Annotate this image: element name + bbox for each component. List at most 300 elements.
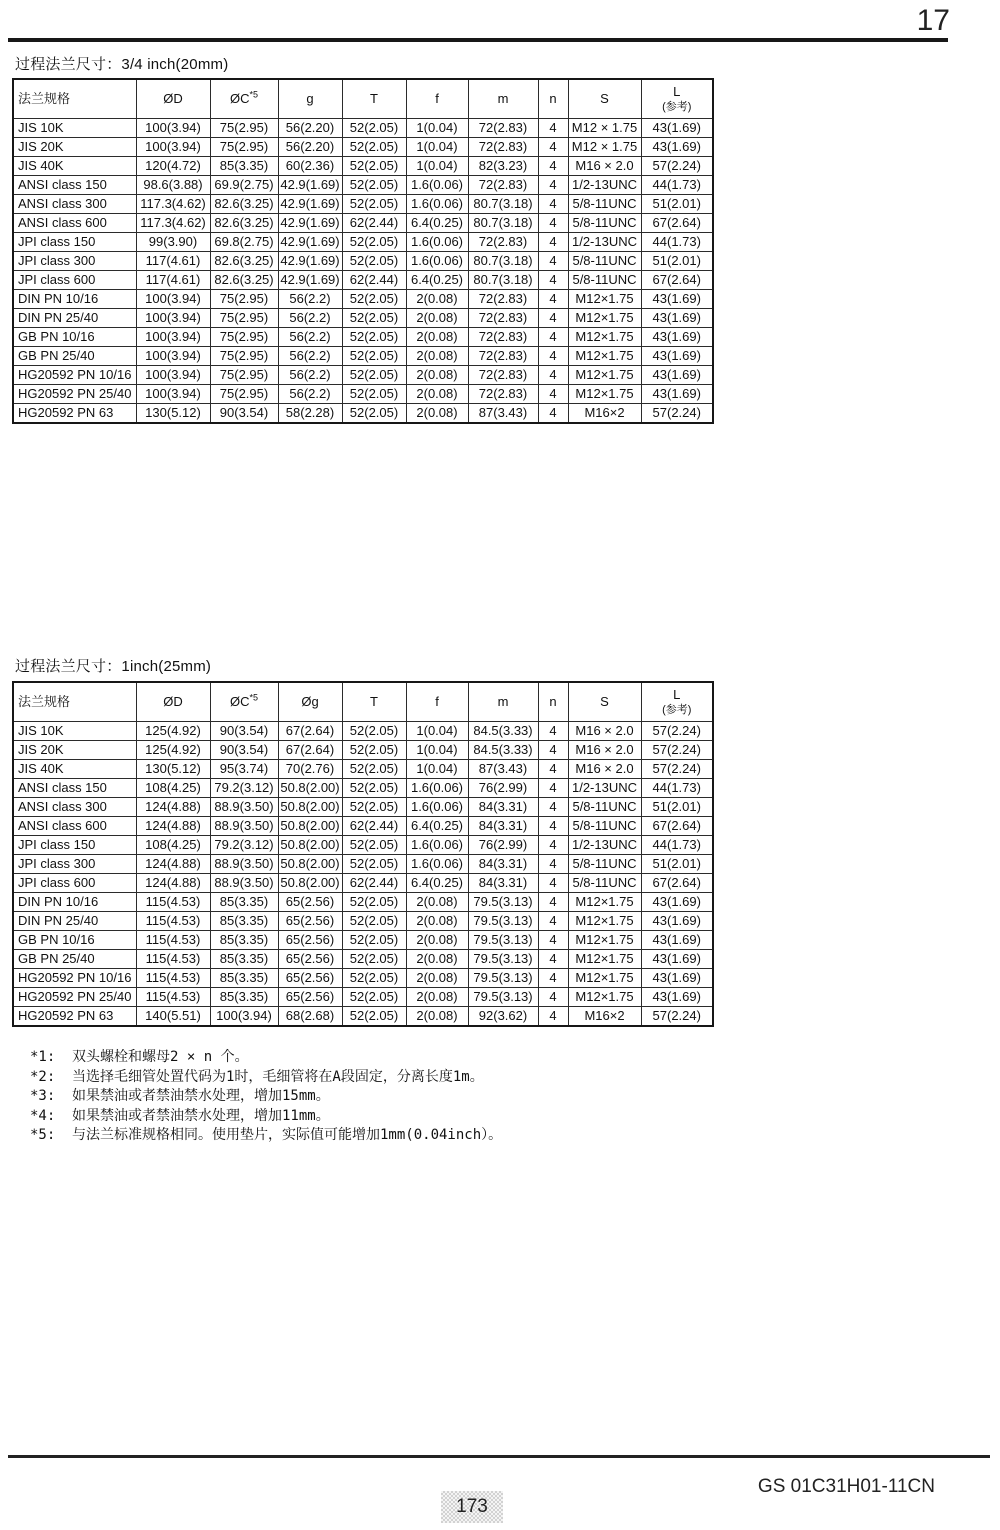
value-cell: 4 (538, 290, 568, 309)
value-cell: M16 × 2.0 (568, 741, 641, 760)
value-cell: 125(4.92) (136, 741, 210, 760)
footnote-item (30, 1087, 502, 1107)
value-cell: 52(2.05) (342, 328, 406, 347)
value-cell: 52(2.05) (342, 893, 406, 912)
value-cell: 124(4.88) (136, 798, 210, 817)
table-row (13, 988, 713, 1007)
table-row (13, 309, 713, 328)
value-cell: 87(3.43) (468, 404, 538, 424)
value-cell: 43(1.69) (641, 385, 713, 404)
footnote-label: *5: (30, 1127, 56, 1143)
value-cell: 5/8-11UNC (568, 252, 641, 271)
value-cell: 72(2.83) (468, 328, 538, 347)
col-header-od: ØD (136, 79, 210, 119)
value-cell: 79.2(3.12) (210, 836, 278, 855)
value-cell: 80.7(3.18) (468, 214, 538, 233)
value-cell: 1.6(0.06) (406, 233, 468, 252)
table-row (13, 347, 713, 366)
value-cell: 108(4.25) (136, 779, 210, 798)
value-cell: 100(3.94) (136, 385, 210, 404)
value-cell: 75(2.95) (210, 309, 278, 328)
value-cell: 65(2.56) (278, 912, 342, 931)
col-header-s: S (568, 79, 641, 119)
value-cell: M12×1.75 (568, 385, 641, 404)
table-row (13, 874, 713, 893)
value-cell: 80.7(3.18) (468, 252, 538, 271)
value-cell: 52(2.05) (342, 195, 406, 214)
value-cell: 90(3.54) (210, 722, 278, 741)
value-cell: 52(2.05) (342, 760, 406, 779)
table-row (13, 138, 713, 157)
value-cell: 4 (538, 138, 568, 157)
table-row (13, 404, 713, 424)
col-header-m: m (468, 682, 538, 722)
value-cell: 56(2.2) (278, 328, 342, 347)
value-cell: 117.3(4.62) (136, 195, 210, 214)
flange-spec-cell: GB PN 10/16 (13, 328, 136, 347)
value-cell: 100(3.94) (210, 1007, 278, 1027)
footnote-label: *1: (30, 1049, 56, 1065)
value-cell: 1.6(0.06) (406, 798, 468, 817)
value-cell: 1.6(0.06) (406, 195, 468, 214)
table-row (13, 798, 713, 817)
col-header-g: Øg (278, 682, 342, 722)
flange-spec-cell: HG20592 PN 63 (13, 404, 136, 424)
value-cell: 4 (538, 157, 568, 176)
value-cell: 56(2.2) (278, 347, 342, 366)
value-cell: M16×2 (568, 404, 641, 424)
value-cell: 42.9(1.69) (278, 176, 342, 195)
value-cell: 57(2.24) (641, 1007, 713, 1027)
value-cell: 6.4(0.25) (406, 874, 468, 893)
value-cell: 62(2.44) (342, 874, 406, 893)
value-cell: 52(2.05) (342, 157, 406, 176)
value-cell: M12×1.75 (568, 328, 641, 347)
flange-table-3-4-inch (12, 78, 714, 424)
value-cell: 4 (538, 119, 568, 138)
value-cell: 84(3.31) (468, 855, 538, 874)
value-cell: 4 (538, 366, 568, 385)
value-cell: 1.6(0.06) (406, 176, 468, 195)
value-cell: 43(1.69) (641, 969, 713, 988)
value-cell: 2(0.08) (406, 347, 468, 366)
value-cell: 52(2.05) (342, 252, 406, 271)
value-cell: 52(2.05) (342, 779, 406, 798)
value-cell: 42.9(1.69) (278, 214, 342, 233)
table-row (13, 779, 713, 798)
value-cell: 140(5.51) (136, 1007, 210, 1027)
value-cell: 79.2(3.12) (210, 779, 278, 798)
flange-spec-cell: JPI class 600 (13, 271, 136, 290)
value-cell: 4 (538, 385, 568, 404)
value-cell: M12 × 1.75 (568, 119, 641, 138)
flange-spec-cell: JIS 40K (13, 157, 136, 176)
value-cell: 4 (538, 893, 568, 912)
value-cell: 85(3.35) (210, 950, 278, 969)
value-cell: 100(3.94) (136, 366, 210, 385)
value-cell: 1/2-13UNC (568, 176, 641, 195)
value-cell: 6.4(0.25) (406, 271, 468, 290)
value-cell: 80.7(3.18) (468, 271, 538, 290)
table-row (13, 722, 713, 741)
value-cell: 1(0.04) (406, 722, 468, 741)
bottom-page-number: 173 (441, 1491, 503, 1523)
table-row (13, 290, 713, 309)
value-cell: 90(3.54) (210, 741, 278, 760)
table2-header-row (13, 682, 713, 722)
flange-spec-cell: JIS 10K (13, 722, 136, 741)
value-cell: 67(2.64) (641, 214, 713, 233)
value-cell: 65(2.56) (278, 950, 342, 969)
value-cell: 43(1.69) (641, 328, 713, 347)
value-cell: 51(2.01) (641, 798, 713, 817)
value-cell: 52(2.05) (342, 119, 406, 138)
value-cell: 99(3.90) (136, 233, 210, 252)
value-cell: 67(2.64) (641, 874, 713, 893)
flange-spec-cell: DIN PN 25/40 (13, 309, 136, 328)
value-cell: M12×1.75 (568, 290, 641, 309)
value-cell: 4 (538, 912, 568, 931)
footnote-item (30, 1048, 502, 1068)
value-cell: 67(2.64) (641, 817, 713, 836)
value-cell: 52(2.05) (342, 969, 406, 988)
value-cell: 72(2.83) (468, 366, 538, 385)
value-cell: 1.6(0.06) (406, 836, 468, 855)
value-cell: 1.6(0.06) (406, 855, 468, 874)
value-cell: 85(3.35) (210, 969, 278, 988)
value-cell: 42.9(1.69) (278, 233, 342, 252)
value-cell: 115(4.53) (136, 912, 210, 931)
value-cell: M12×1.75 (568, 366, 641, 385)
flange-spec-cell: ANSI class 600 (13, 817, 136, 836)
flange-spec-cell: GB PN 25/40 (13, 347, 136, 366)
value-cell: 82(3.23) (468, 157, 538, 176)
value-cell: 85(3.35) (210, 157, 278, 176)
value-cell: 52(2.05) (342, 722, 406, 741)
flange-spec-cell: GB PN 10/16 (13, 931, 136, 950)
value-cell: 100(3.94) (136, 328, 210, 347)
value-cell: 2(0.08) (406, 893, 468, 912)
value-cell: 4 (538, 931, 568, 950)
table-row (13, 893, 713, 912)
value-cell: 4 (538, 271, 568, 290)
value-cell: 2(0.08) (406, 931, 468, 950)
value-cell: 72(2.83) (468, 176, 538, 195)
value-cell: 76(2.99) (468, 836, 538, 855)
value-cell: 82.6(3.25) (210, 271, 278, 290)
value-cell: 1/2-13UNC (568, 233, 641, 252)
value-cell: 85(3.35) (210, 912, 278, 931)
value-cell: 4 (538, 214, 568, 233)
table-row (13, 817, 713, 836)
value-cell: 75(2.95) (210, 290, 278, 309)
value-cell: 75(2.95) (210, 328, 278, 347)
col-header-f: f (406, 79, 468, 119)
value-cell: 43(1.69) (641, 290, 713, 309)
value-cell: 1.6(0.06) (406, 252, 468, 271)
value-cell: 57(2.24) (641, 741, 713, 760)
value-cell: 52(2.05) (342, 836, 406, 855)
value-cell: 4 (538, 836, 568, 855)
value-cell: 1/2-13UNC (568, 836, 641, 855)
flange-spec-cell: JIS 10K (13, 119, 136, 138)
footnote-item (30, 1107, 502, 1127)
value-cell: 82.6(3.25) (210, 214, 278, 233)
value-cell: 56(2.2) (278, 385, 342, 404)
value-cell: 1(0.04) (406, 119, 468, 138)
value-cell: 100(3.94) (136, 290, 210, 309)
flange-spec-cell: JPI class 600 (13, 874, 136, 893)
flange-spec-cell: ANSI class 150 (13, 176, 136, 195)
value-cell: 115(4.53) (136, 931, 210, 950)
table-row (13, 195, 713, 214)
footnotes (30, 1048, 502, 1146)
value-cell: 72(2.83) (468, 233, 538, 252)
value-cell: 84(3.31) (468, 874, 538, 893)
value-cell: 4 (538, 722, 568, 741)
table-row (13, 969, 713, 988)
value-cell: 51(2.01) (641, 252, 713, 271)
value-cell: 1(0.04) (406, 760, 468, 779)
col-header-oc: ØC$^{*5}$ (210, 79, 278, 119)
value-cell: 2(0.08) (406, 309, 468, 328)
value-cell: 115(4.53) (136, 893, 210, 912)
value-cell: M16 × 2.0 (568, 722, 641, 741)
value-cell: 80.7(3.18) (468, 195, 538, 214)
value-cell: 43(1.69) (641, 931, 713, 950)
doc-code: GS 01C31H01-11CN (757, 1476, 935, 1497)
value-cell: 88.9(3.50) (210, 874, 278, 893)
value-cell: 117.3(4.62) (136, 214, 210, 233)
table-row (13, 836, 713, 855)
value-cell: 4 (538, 874, 568, 893)
table-row (13, 252, 713, 271)
value-cell: 125(4.92) (136, 722, 210, 741)
value-cell: M12×1.75 (568, 950, 641, 969)
value-cell: 52(2.05) (342, 855, 406, 874)
value-cell: 100(3.94) (136, 309, 210, 328)
value-cell: 4 (538, 741, 568, 760)
value-cell: 120(4.72) (136, 157, 210, 176)
bottom-rule (8, 1455, 990, 1458)
value-cell: 72(2.83) (468, 290, 538, 309)
value-cell: 62(2.44) (342, 214, 406, 233)
value-cell: 108(4.25) (136, 836, 210, 855)
value-cell: 4 (538, 950, 568, 969)
value-cell: 4 (538, 760, 568, 779)
value-cell: 76(2.99) (468, 779, 538, 798)
flange-spec-cell: DIN PN 10/16 (13, 893, 136, 912)
value-cell: 6.4(0.25) (406, 214, 468, 233)
value-cell: 72(2.83) (468, 385, 538, 404)
table-row (13, 214, 713, 233)
value-cell: 6.4(0.25) (406, 817, 468, 836)
value-cell: 90(3.54) (210, 404, 278, 424)
value-cell: 52(2.05) (342, 309, 406, 328)
footnote-text: 如果禁油或者禁油禁水处理，增加15mm。 (72, 1088, 330, 1104)
value-cell: 4 (538, 817, 568, 836)
value-cell: 2(0.08) (406, 290, 468, 309)
value-cell: 52(2.05) (342, 404, 406, 424)
table-row (13, 176, 713, 195)
table1-title: 过程法兰尺寸：3/4 inch(20mm) (15, 56, 229, 73)
value-cell: 4 (538, 328, 568, 347)
value-cell: 52(2.05) (342, 798, 406, 817)
flange-spec-cell: ANSI class 600 (13, 214, 136, 233)
table-row (13, 119, 713, 138)
flange-spec-cell: ANSI class 300 (13, 798, 136, 817)
flange-spec-cell: JIS 20K (13, 741, 136, 760)
value-cell: 88.9(3.50) (210, 798, 278, 817)
value-cell: 85(3.35) (210, 893, 278, 912)
footnote-item (30, 1126, 502, 1146)
value-cell: 85(3.35) (210, 931, 278, 950)
value-cell: 2(0.08) (406, 385, 468, 404)
value-cell: 84(3.31) (468, 817, 538, 836)
value-cell: 2(0.08) (406, 328, 468, 347)
value-cell: 4 (538, 347, 568, 366)
table2-title: 过程法兰尺寸：1inch(25mm) (15, 658, 212, 675)
value-cell: 1/2-13UNC (568, 779, 641, 798)
col-header-f: f (406, 682, 468, 722)
value-cell: 124(4.88) (136, 855, 210, 874)
flange-spec-cell: JPI class 300 (13, 855, 136, 874)
value-cell: 52(2.05) (342, 912, 406, 931)
value-cell: 43(1.69) (641, 988, 713, 1007)
value-cell: 52(2.05) (342, 988, 406, 1007)
value-cell: 1(0.04) (406, 138, 468, 157)
value-cell: 4 (538, 988, 568, 1007)
value-cell: M12×1.75 (568, 988, 641, 1007)
value-cell: 79.5(3.13) (468, 931, 538, 950)
value-cell: 79.5(3.13) (468, 969, 538, 988)
value-cell: 56(2.2) (278, 290, 342, 309)
flange-spec-cell: GB PN 25/40 (13, 950, 136, 969)
value-cell: 52(2.05) (342, 950, 406, 969)
value-cell: 4 (538, 404, 568, 424)
footnote-label: *3: (30, 1088, 56, 1104)
value-cell: 79.5(3.13) (468, 893, 538, 912)
value-cell: 85(3.35) (210, 988, 278, 1007)
value-cell: 69.9(2.75) (210, 176, 278, 195)
flange-spec-cell: JIS 20K (13, 138, 136, 157)
table-row (13, 931, 713, 950)
value-cell: 51(2.01) (641, 855, 713, 874)
value-cell: 4 (538, 233, 568, 252)
value-cell: 98.6(3.88) (136, 176, 210, 195)
value-cell: 57(2.24) (641, 157, 713, 176)
value-cell: 52(2.05) (342, 176, 406, 195)
value-cell: 60(2.36) (278, 157, 342, 176)
flange-spec-cell: ANSI class 300 (13, 195, 136, 214)
col-header-l: L (参考) (641, 79, 713, 119)
value-cell: 75(2.95) (210, 366, 278, 385)
value-cell: 2(0.08) (406, 950, 468, 969)
value-cell: 5/8-11UNC (568, 271, 641, 290)
col-header-t: T (342, 79, 406, 119)
value-cell: 117(4.61) (136, 252, 210, 271)
table-row (13, 912, 713, 931)
table-row (13, 233, 713, 252)
value-cell: 100(3.94) (136, 119, 210, 138)
value-cell: 87(3.43) (468, 760, 538, 779)
value-cell: 1.6(0.06) (406, 779, 468, 798)
value-cell: M16×2 (568, 1007, 641, 1027)
flange-spec-cell: HG20592 PN 10/16 (13, 366, 136, 385)
col-header-od: ØD (136, 682, 210, 722)
flange-spec-cell: HG20592 PN 63 (13, 1007, 136, 1027)
value-cell: 1(0.04) (406, 741, 468, 760)
table-row (13, 157, 713, 176)
value-cell: M12×1.75 (568, 347, 641, 366)
value-cell: 130(5.12) (136, 404, 210, 424)
value-cell: 2(0.08) (406, 1007, 468, 1027)
value-cell: M12 × 1.75 (568, 138, 641, 157)
value-cell: 84.5(3.33) (468, 741, 538, 760)
footnote-text: 双头螺栓和螺母2 × n 个。 (72, 1049, 249, 1065)
flange-spec-cell: JPI class 150 (13, 233, 136, 252)
value-cell: 5/8-11UNC (568, 214, 641, 233)
value-cell: 50.8(2.00) (278, 779, 342, 798)
value-cell: 95(3.74) (210, 760, 278, 779)
value-cell: M16 × 2.0 (568, 760, 641, 779)
value-cell: 124(4.88) (136, 817, 210, 836)
value-cell: 67(2.64) (278, 741, 342, 760)
value-cell: 52(2.05) (342, 1007, 406, 1027)
value-cell: 50.8(2.00) (278, 817, 342, 836)
value-cell: 5/8-11UNC (568, 817, 641, 836)
value-cell: 100(3.94) (136, 138, 210, 157)
value-cell: 52(2.05) (342, 366, 406, 385)
value-cell: 52(2.05) (342, 290, 406, 309)
value-cell: 52(2.05) (342, 138, 406, 157)
value-cell: 72(2.83) (468, 347, 538, 366)
footnote-text: 当选择毛细管处置代码为1时，毛细管将在A段固定，分离长度1m。 (72, 1068, 484, 1085)
table-row (13, 328, 713, 347)
value-cell: 115(4.53) (136, 969, 210, 988)
value-cell: 56(2.2) (278, 309, 342, 328)
value-cell: 5/8-11UNC (568, 798, 641, 817)
value-cell: 42.9(1.69) (278, 271, 342, 290)
value-cell: M12×1.75 (568, 893, 641, 912)
value-cell: 56(2.20) (278, 119, 342, 138)
col-header-n: n (538, 79, 568, 119)
value-cell: 42.9(1.69) (278, 195, 342, 214)
value-cell: 4 (538, 252, 568, 271)
value-cell: 2(0.08) (406, 912, 468, 931)
value-cell: 52(2.05) (342, 741, 406, 760)
flange-spec-cell: ANSI class 150 (13, 779, 136, 798)
flange-spec-cell: DIN PN 25/40 (13, 912, 136, 931)
value-cell: M12×1.75 (568, 969, 641, 988)
flange-spec-cell: JIS 40K (13, 760, 136, 779)
value-cell: 65(2.56) (278, 969, 342, 988)
value-cell: 56(2.2) (278, 366, 342, 385)
value-cell: 50.8(2.00) (278, 836, 342, 855)
value-cell: 5/8-11UNC (568, 874, 641, 893)
value-cell: 88.9(3.50) (210, 817, 278, 836)
flange-spec-cell: HG20592 PN 10/16 (13, 969, 136, 988)
value-cell: 65(2.56) (278, 931, 342, 950)
value-cell: 52(2.05) (342, 233, 406, 252)
value-cell: 43(1.69) (641, 347, 713, 366)
value-cell: 43(1.69) (641, 119, 713, 138)
value-cell: 43(1.69) (641, 138, 713, 157)
value-cell: 50.8(2.00) (278, 798, 342, 817)
flange-spec-cell: JPI class 300 (13, 252, 136, 271)
value-cell: 43(1.69) (641, 309, 713, 328)
value-cell: 50.8(2.00) (278, 855, 342, 874)
